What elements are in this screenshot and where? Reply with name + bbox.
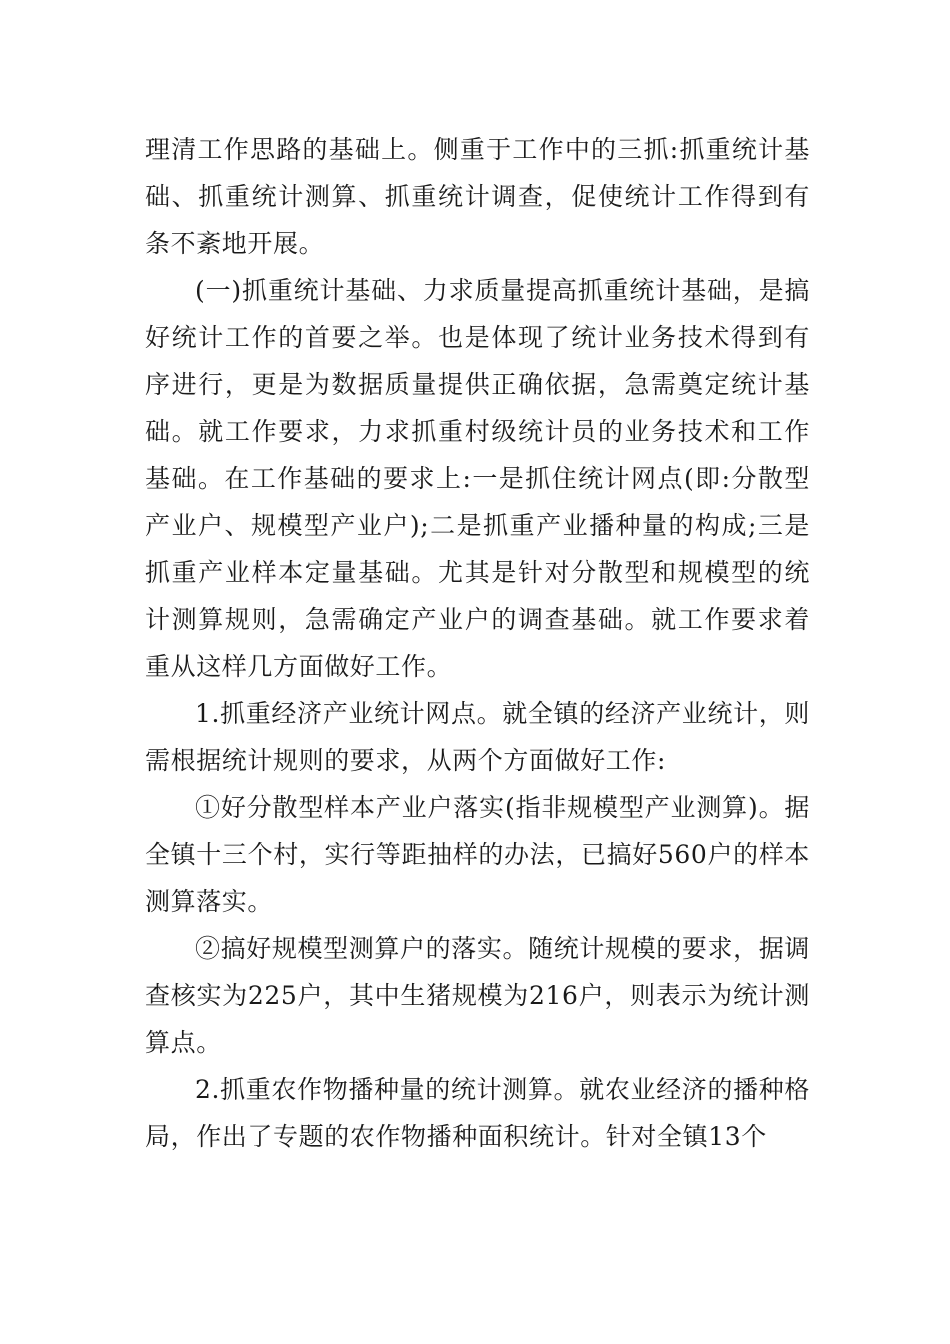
paragraph-item-1: 1.抓重经济产业统计网点。就全镇的经济产业统计，则需根据统计规则的要求，从两个方面做好工作: (145, 699, 810, 775)
paragraph-continuation: 理清工作思路的基础上。侧重于工作中的三抓:抓重统计基础、抓重统计测算、抓重统计调查，促使统计工作得到有条不紊地开展。 (145, 135, 810, 258)
document-body (145, 126, 810, 1160)
paragraph-section-one: (一)抓重统计基础、力求质量提高抓重统计基础，是搞好统计工作的首要之举。也是体现了统计业务技术得到有序进行，更是为数据质量提供正确依据，急需奠定统计基础。就工作要求，力求抓重村级统计员的业务技术和工作基础。在工作基础的要求上:一是抓住统计网点(即:分散型产业户、规模型产业户);二是抓重产业播种量的构成;三是抓重产业样本定量基础。尤其是针对分散型和规模型的统计测算规则，急需确定产业户的调查基础。就工作要求着重从这样几方面做好工作。 (145, 276, 810, 681)
paragraph-item-2: 2.抓重农作物播种量的统计测算。就农业经济的播种格局，作出了专题的农作物播种面积统计。针对全镇13个 (145, 1075, 810, 1151)
paragraph-subitem-1: ①好分散型样本产业户落实(指非规模型产业测算)。据全镇十三个村，实行等距抽样的办法，已搞好560户的样本测算落实。 (145, 793, 810, 916)
paragraph-subitem-2: ②搞好规模型测算户的落实。随统计规模的要求，据调查核实为225户，其中生猪规模为216户，则表示为统计测算点。 (145, 934, 810, 1057)
